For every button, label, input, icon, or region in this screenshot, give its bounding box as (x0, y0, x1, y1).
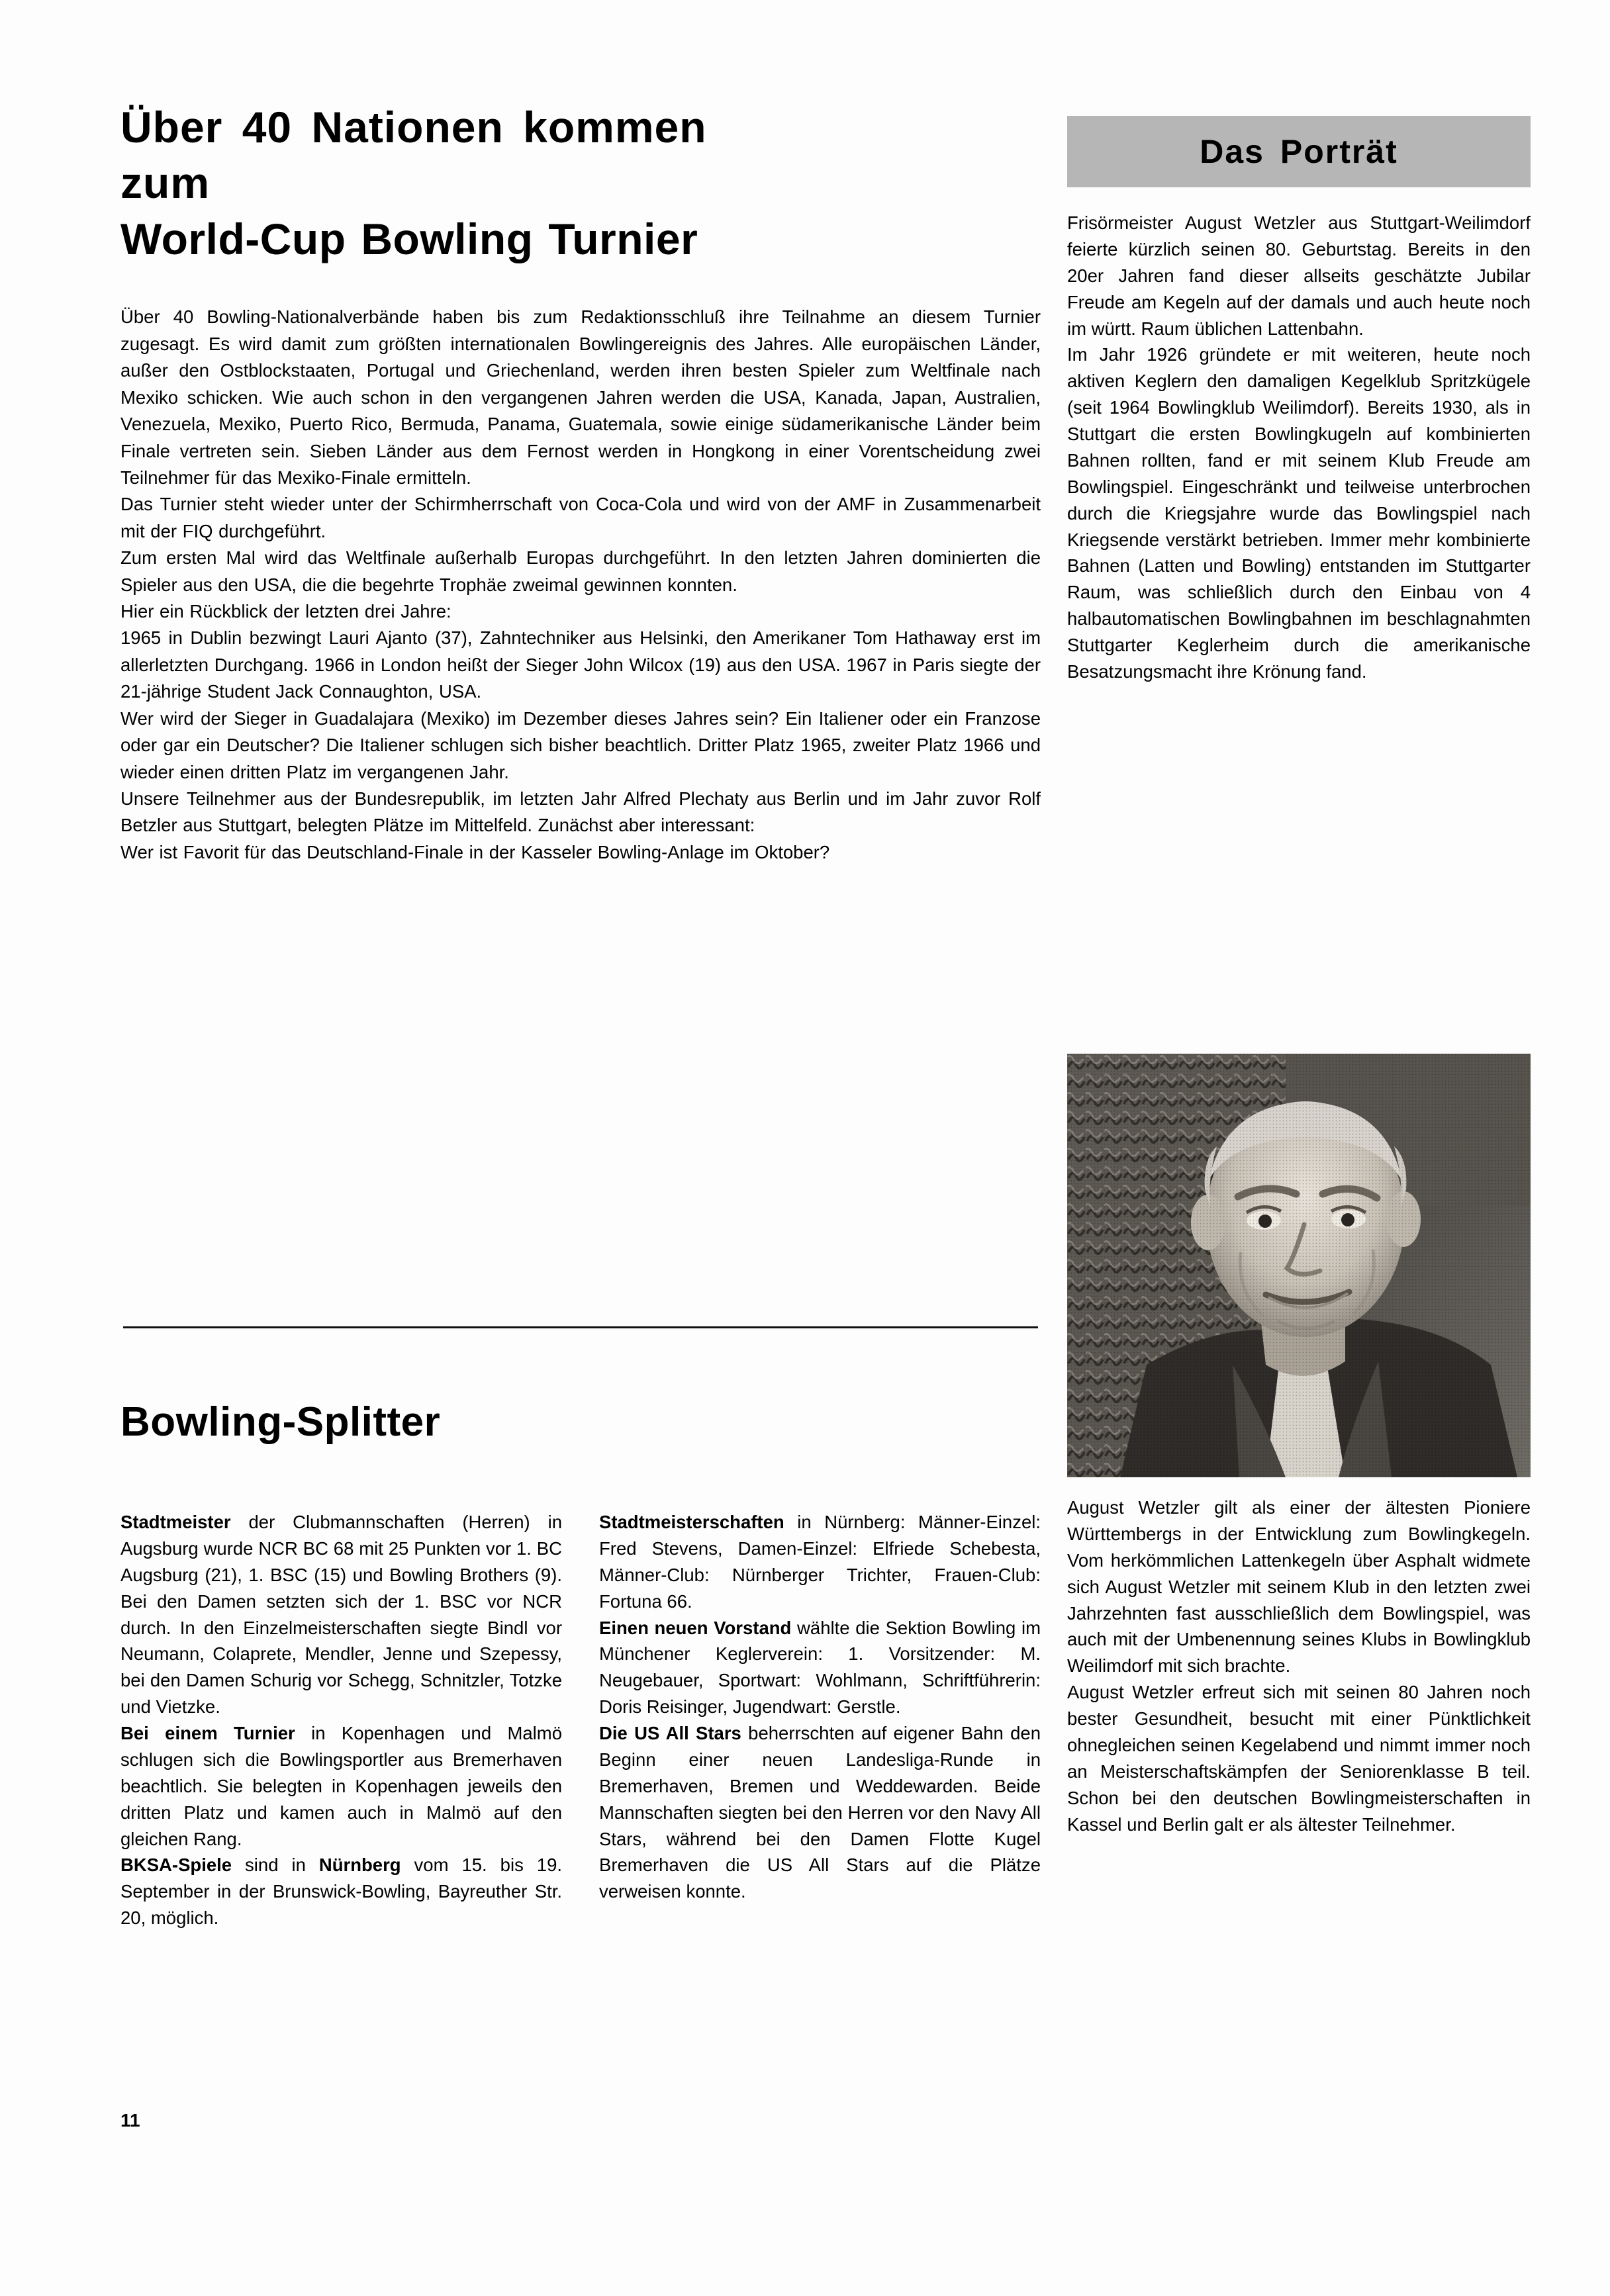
splitter-column-2 (599, 1509, 1041, 1931)
splitter-item-lead: Stadtmeister (120, 1512, 231, 1532)
headline-line-3: World-Cup Bowling Turnier (120, 214, 698, 263)
splitter-item-text-2: vom 15. bis 19. September in der Brunswick-Bowling, Bayreuther Str. 20, möglich. (120, 1855, 563, 1929)
splitter-item-lead: BKSA-Spiele (120, 1855, 232, 1876)
splitter-item (120, 1852, 562, 1931)
splitter-item-lead: Stadtmeisterschaften (599, 1512, 784, 1532)
splitter-item-lead: Einen neuen Vorstand (599, 1617, 792, 1638)
portrait-paragraph: Frisörmeister August Wetzler aus Stuttgart-Weilimdorf feierte kürzlich seinen 80. Geburtstag. Bereits in den 20er Jahren fand dieser allseits geschätzte Jubilar Freude am Kegeln auf der damals und auch heute noch im württ. Raum üblichen Lattenbahn. (1067, 212, 1531, 339)
photo-caption-paragraph: August Wetzler gilt als einer der ältesten Pioniere Württembergs in der Entwicklung zum Bowlingkegeln. Vom herkömmlichen Lattenkegeln über Asphalt widmete sich August Wetzler mit seinem Klub in den letzten zwei Jahrzehnten fast ausschließlich dem Bowlingspiel, was auch mit der Umbenennung seines Klubs in Bowlingklub Weilimdorf mit sich brachte. (1067, 1497, 1531, 1676)
article-paragraph: Über 40 Bowling-Nationalverbände haben bis zum Redaktionsschluß ihre Teilnahme an diesem Turnier zugesagt. Es wird damit zum größten internationalen Bowlingereignis des Jahres. Alle europäischen Länder, außer den Ostblockstaaten, Portugal und Griechenland, werden ihren besten Spieler zum Weltfinale nach Mexiko schicken. Wie auch schon in den vergangenen Jahren werden die USA, Kanada, Japan, Australien, Venezuela, Mexiko, Puerto Rico, Bermuda, Panama, Guatemala, sowie einige südamerikanische Länder beim Finale vertreten sein. Sieben Länder aus dem Fernost werden in Hongkong in einer Vorentscheidung zwei Teilnehmer für das Mexiko-Finale ermitteln. (120, 306, 1041, 488)
article-headline (120, 99, 1041, 267)
splitter-item (599, 1509, 1041, 1615)
article-body (120, 304, 1041, 866)
portrait-banner-title: Das Porträt (1200, 133, 1398, 170)
portrait-photo-graphic (1067, 1054, 1531, 1477)
photo-caption (1067, 1494, 1531, 1837)
splitter-item (599, 1615, 1041, 1721)
article-paragraph: Wer ist Favorit für das Deutschland-Finale in der Kasseler Bowling-Anlage im Oktober? (120, 841, 830, 862)
splitter-column-1 (120, 1509, 562, 1931)
splitter-item-text: in Kopenhagen und Malmö schlugen sich die Bowlingsportler aus Bremerhaven beachtlich. Sie belegten in Kopenhagen jeweils den dritten Platz und kamen auch in Malmö auf den gleichen Rang. (120, 1723, 562, 1849)
portrait-photo (1067, 1054, 1531, 1477)
splitter-title: Bowling-Splitter (120, 1399, 441, 1446)
headline-line-1: Über 40 Nationen kommen (120, 103, 707, 152)
portrait-paragraph: Im Jahr 1926 gründete er mit weiteren, heute noch aktiven Keglern den damaligen Kegelklub Spritzkügele (seit 1964 Bowlingklub Weilimdorf). Bereits 1930, als in Stuttgart die ersten Bowlingkugeln auf kombinierten Bahnen rollten, fand er mit seinem Klub Freude am Bowlingspiel. Eingeschränkt und teilweise unterbrochen durch die Kriegsjahre wurde das Bowlingspiel nach Kriegsende verstärkt betrieben. Immer mehr kombinierte Bahnen (Latten und Bowling) entstanden im Stuttgarter Raum, was schließlich durch den Einbau von 4 halbautomatischen Bowlingbahnen im beschlagnahmten Stuttgarter Keglerheim durch die amerikanische Besatzungsmacht ihre Krönung fand. (1067, 344, 1531, 682)
splitter-item-lead: Die US All Stars (599, 1723, 741, 1743)
portrait-body (1067, 210, 1531, 685)
article-paragraph: Hier ein Rückblick der letzten drei Jahre: (120, 601, 451, 622)
main-article (120, 99, 1041, 866)
article-paragraph: 1965 in Dublin bezwingt Lauri Ajanto (37), Zahntechniker aus Helsinki, den Amerikaner Tom Hathaway erst im allerletzten Durchgang. 1966 in London heißt der Sieger John Wilcox (19) aus den USA. 1967 in Paris siegte der 21-jährige Student Jack Connaughton, USA. (120, 627, 1041, 702)
splitter-item-text: sind in (232, 1855, 319, 1876)
portrait-banner (1067, 116, 1531, 187)
splitter-item-text: in Nürnberg: Männer-Einzel: Fred Stevens, Damen-Einzel: Elfriede Schebesta, Männer-Club: Nürnberger Trichter, Frauen-Club: Fortuna 66. (599, 1512, 1041, 1612)
splitter-item-text: wählte die Sektion Bowling im Münchener Keglerverein: 1. Vorsitzender: M. Neugebauer, Sportwart: Wohlmann, Schriftführerin: Doris Reisinger, Jugendwart: Gerstle. (599, 1617, 1041, 1718)
article-paragraph: Wer wird der Sieger in Guadalajara (Mexiko) im Dezember dieses Jahres sein? Ein Italiener oder ein Franzose oder gar ein Deutscher? Die Italiener schlugen sich bisher beachtlich. Dritter Platz 1965, zweiter Platz 1966 und wieder einen dritten Platz im vergangenen Jahr. (120, 708, 1041, 782)
splitter-item-lead-2: Nürnberg (318, 1855, 401, 1876)
splitter-item-text: der Clubmannschaften (Herren) in Augsburg wurde NCR BC 68 mit 25 Punkten vor 1. BC Augsburg (21), 1. BSC (15) und Bowling Brothers (9). Bei den Damen setzten sich der 1. BSC vor NCR durch. In den Einzelmeisterschaften siegte Bindl vor Neumann, Colaprete, Mendler, Jenne und Szepessy, bei den Damen Schurig vor Schegg, Schnitzler, Totzke und Vietzke. (120, 1512, 562, 1718)
article-paragraph: Unsere Teilnehmer aus der Bundesrepublik, im letzten Jahr Alfred Plechaty aus Berlin und im Jahr zuvor Rolf Betzler aus Stuttgart, belegten Plätze im Mittelfeld. Zunächst aber interessant: (120, 788, 1041, 836)
splitter-item (120, 1720, 562, 1852)
photo-caption-paragraph: August Wetzler erfreut sich mit seinen 80 Jahren noch bester Gesundheit, besucht mit einer Pünktlichkeit ohnegleichen seinen Kegelabend und nimmt immer noch an Meisterschaftskämpfen der Seniorenklasse B teil. Schon bei den deutschen Bowlingmeisterschaften in Kassel und Berlin galt er als ältester Teilnehmer. (1067, 1682, 1531, 1835)
splitter-item-lead: Bei einem Turnier (120, 1723, 295, 1743)
section-divider (123, 1326, 1038, 1328)
splitter-item (599, 1720, 1041, 1905)
splitter-item (120, 1509, 562, 1720)
headline-line-2: zum (120, 158, 210, 208)
portrait-column (1067, 116, 1531, 685)
page-number: 11 (120, 2110, 140, 2131)
splitter-item-text: beherrschten auf eigener Bahn den Beginn einer neuen Landesliga-Runde in Bremerhaven, Bremen und Weddewarden. Beide Mannschaften siegten bei den Herren vor den Navy All Stars, während bei den Damen Flotte Kugel Bremerhaven die US All Stars auf die Plätze verweisen konnte. (599, 1723, 1041, 1902)
splitter-columns (120, 1509, 1041, 1931)
article-paragraph: Zum ersten Mal wird das Weltfinale außerhalb Europas durchgeführt. In den letzten Jahren dominierten die Spieler aus den USA, die die begehrte Trophäe zweimal gewinnen konnten. (120, 547, 1041, 595)
article-paragraph: Das Turnier steht wieder unter der Schirmherrschaft von Coca-Cola und wird von der AMF in Zusammenarbeit mit der FIQ durchgeführt. (120, 494, 1041, 541)
